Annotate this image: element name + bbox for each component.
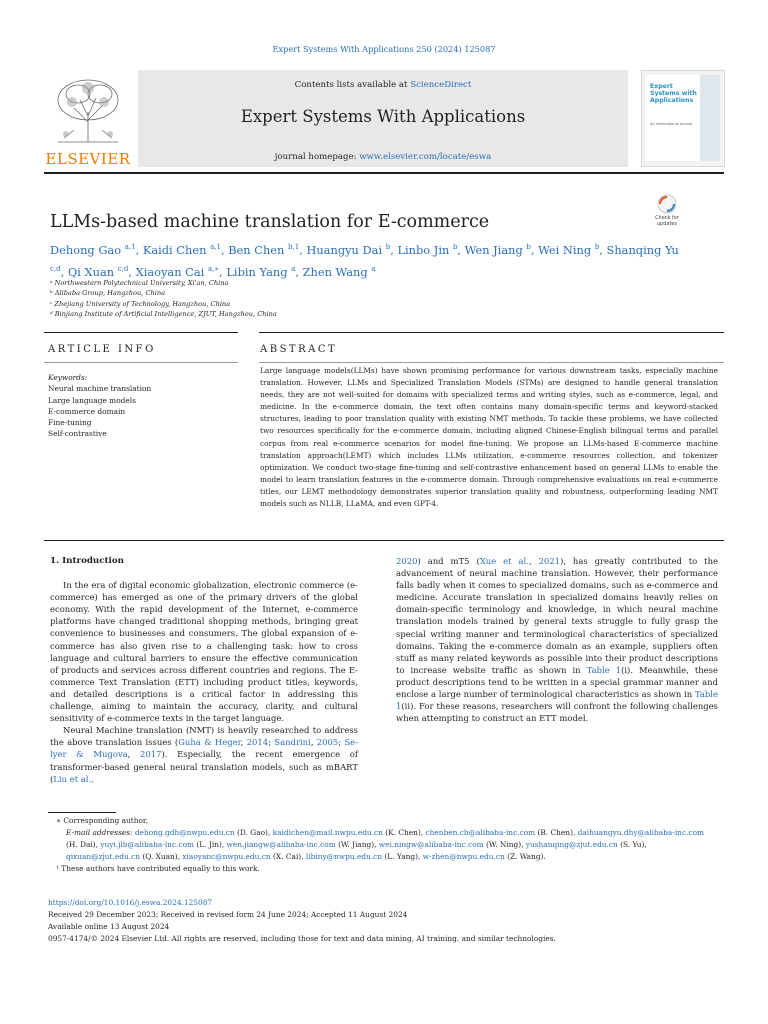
text-run: ,	[127, 749, 141, 760]
email-link[interactable]: daihuangyu.dhy@alibaba-inc.com	[577, 828, 705, 838]
contents-available-line	[138, 80, 628, 90]
check-for-updates-icon	[646, 193, 688, 229]
text-run: ). Especially, the recent emergence of transformer-based general neural translation models, such as mBART (	[50, 749, 358, 784]
text-run: ) and mT5 (	[417, 556, 480, 566]
abstract-text: Large language models(LLMs) have shown promising performance for various downstream tasks, especially machine translation. However, LLMs and Specialized Translation Models (STMs) are designed to handle general translation needs, they are not well-suited for domains with specialized terms and writing styles, such as e-commerce, legal, and medicine. In the e-commerce domain, the text often contains many domain-specific terms and keyword-stacked structures, leading to poor translation quality with existing NMT methods. To tackle these problems, we have collected two resources specifically for the e-commerce domain, including aligned Chinese-English bilingual terms and parallel corpus from real e-commerce scenarios for model fine-tuning. We propose an LLMs-based E-commerce machine translation approach(LEMT) which includes LLMs utilization, e-commerce resources collection, and tokenizer optimization. We conduct two-stage fine-tuning and self-contrastive enhancement based on general LLMs to enable the model to learn translation features in the e-commerce domain. Through comprehensive evaluations on real e-commerce titles, our LEMT methodology demonstrates superior translation quality and robustness, outperforming leading NMT models such as NLLB, LLaMA, and even GPT-4.	[260, 366, 718, 509]
footnote-rule	[48, 812, 116, 813]
doi-link[interactable]: https://doi.org/10.1016/j.eswa.2024.125087	[48, 898, 213, 907]
elsevier-wordmark: ELSEVIER	[45, 150, 131, 168]
email-addresses	[48, 827, 718, 863]
author-name[interactable]: Zhen Wang	[302, 264, 368, 279]
abstract-subrule	[259, 362, 724, 363]
body-right-column	[396, 555, 718, 724]
received-dates: Received 29 December 2023; Received in revised form 24 June 2024; Accepted 11 August 2024	[48, 910, 408, 920]
citation-link[interactable]: 2021	[538, 556, 560, 566]
text-run: (ii). For these reasons, researchers will confront the following challenges when attempting to construct an ETT model.	[396, 701, 718, 724]
email-link[interactable]: chenben.cb@alibaba-inc.com	[425, 828, 536, 838]
author-name[interactable]: Xiaoyan Cai	[135, 264, 205, 279]
author[interactable]	[465, 243, 531, 257]
author-affiliation-marker: b,1	[288, 243, 300, 251]
citation-link[interactable]: 2014	[246, 737, 269, 748]
copyright-line: 0957-4174/© 2024 Elsevier Ltd. All rights are reserved, including those for text and data mining, AI training, and similar technologies.	[48, 934, 556, 944]
author-name[interactable]: Qi Xuan	[67, 264, 115, 279]
author-separator: ,	[599, 242, 607, 257]
author[interactable]	[143, 243, 221, 257]
journal-reference[interactable]: Expert Systems With Applications 250 (2024) 125087	[272, 44, 496, 54]
email-link[interactable]: qixuan@zjut.edu.cn	[66, 852, 140, 862]
author[interactable]	[306, 243, 390, 257]
corresponding-author-note: ∗ Corresponding author.	[56, 816, 148, 825]
header-divider	[44, 172, 724, 174]
author-separator: ,	[295, 264, 303, 279]
author-affiliation-marker: a,∗	[207, 264, 220, 273]
keyword: Large language models	[48, 395, 136, 405]
email-link[interactable]: xiaoyanc@nwpu.edu.cn	[182, 852, 271, 862]
journal-title: Expert Systems With Applications	[240, 107, 526, 126]
citation-link[interactable]: Se-lyer & Mugova	[50, 737, 359, 760]
author-name[interactable]: Huangyu Dai	[306, 242, 383, 257]
abstract-rule	[259, 332, 724, 333]
email-owner: (D. Gao),	[234, 828, 273, 838]
email-owner: (K. Chen),	[382, 828, 426, 838]
author-separator: ,	[60, 264, 68, 279]
keyword: E-commerce domain	[48, 406, 126, 416]
email-link[interactable]: kaidichen@mail.nwpu.edu.cn	[272, 828, 383, 838]
author-affiliation-marker: b	[385, 243, 391, 251]
citation-link[interactable]: Xue et al.	[479, 556, 529, 566]
email-owner: (Q. Xuan),	[139, 852, 183, 862]
text-run: (i). Meanwhile, these product descriptions tend to be written in a special grammar manner and enclose a large number of terminological characteristics as shown in	[396, 664, 718, 700]
author-name[interactable]: Kaidi Chen	[142, 242, 207, 257]
affiliation: ᵇ Alibaba Group, Hangzhou, China	[50, 289, 166, 298]
article-meta	[48, 897, 738, 945]
email-owner: (W. Ning),	[483, 840, 526, 850]
text-run: ;	[268, 737, 275, 748]
text-run: Neural Machine translation (NMT) is heavily researched to address the above translation issues (	[50, 725, 358, 748]
citation-link[interactable]: 2005	[316, 737, 339, 748]
table-link[interactable]: Table 1	[586, 664, 622, 675]
author-affiliation-marker: b	[526, 243, 531, 251]
email-owner: (W. Jiang),	[335, 840, 379, 850]
body-left-column	[50, 555, 358, 785]
email-link[interactable]: wei.ningw@alibaba-inc.com	[378, 840, 484, 850]
cover-page	[646, 75, 702, 161]
author-name[interactable]: Shanqing Yu	[606, 242, 679, 257]
svg-text:updates: updates	[656, 221, 678, 227]
author-separator: ,	[457, 242, 465, 257]
email-link[interactable]: wen.jiangw@alibaba-inc.com	[226, 840, 336, 850]
footnotes	[48, 815, 718, 875]
email-link[interactable]: w-zhen@nwpu.edu.cn	[422, 852, 505, 862]
author[interactable]	[397, 243, 457, 257]
email-owner: (L. Yang),	[382, 852, 423, 862]
text-run: ,	[310, 737, 317, 748]
equal-contribution-note: ¹ These authors have contributed equally to this work.	[56, 864, 260, 874]
homepage-link[interactable]: www.elsevier.com/locate/eswa	[359, 152, 492, 162]
citation-link[interactable]: 2020	[396, 556, 418, 566]
author-list	[50, 238, 690, 282]
author-affiliation-marker: b	[452, 243, 458, 251]
author-separator: ,	[530, 242, 539, 257]
email-link[interactable]: yuyi.jlb@alibaba-inc.com	[100, 840, 195, 850]
author-affiliation-marker: c,d	[50, 264, 61, 273]
author[interactable]	[538, 243, 599, 257]
section-title: 1. Introduction	[50, 556, 124, 566]
homepage-prefix: journal homepage:	[274, 152, 360, 162]
author[interactable]	[226, 265, 295, 279]
author[interactable]	[303, 265, 376, 279]
citation-link[interactable]: Guha & Heger	[178, 737, 241, 748]
text-run: ,	[528, 556, 539, 566]
svg-text:Check for: Check for	[655, 215, 679, 221]
email-link[interactable]: dehong.gdh@nwpu.edu.cn	[134, 828, 235, 838]
article-info-rule	[44, 332, 238, 333]
citation-link[interactable]: 2017	[140, 749, 162, 760]
body-paragraph: In the era of digital economic globalization, electronic commerce (e-commerce) has emerged as one of the primary drivers of the global economy. With the rapid development of the Internet, e-commerce platforms have changed traditional shopping methods, bringing great convenience to businesses and consumers. The global expansion of e-commerce has also given rise to a challenging task: how to cross language and cultural barriers to ensure the effective communication of products and services across different countries and regions. The E-commerce Text Translation (ETT) including product titles, keywords, and detailed descriptions is a critical factor in addressing this challenge, aiming to maintain the accuracy, clarity, and cultural sensitivity of e-commerce texts in the target language.	[50, 580, 358, 724]
keyword: Neural machine translation	[48, 384, 152, 394]
sciencedirect-link[interactable]: ScienceDirect	[410, 80, 472, 90]
author-name[interactable]: Libin Yang	[226, 264, 288, 279]
affiliation: ᶜ Zhejiang University of Technology, Hangzhou, China	[50, 299, 231, 308]
body-paragraph	[50, 724, 358, 784]
author-separator: ,	[220, 242, 229, 257]
cover-image-strip	[700, 75, 720, 161]
email-link[interactable]: libiny@nwpu.edu.cn	[305, 852, 383, 862]
text-run: ;	[338, 737, 345, 748]
email-owner: (S. Yu),	[617, 840, 647, 850]
email-link[interactable]: yushanqing@zjut.edu.cn	[525, 840, 618, 850]
author-separator: ,	[299, 242, 307, 257]
author-affiliation-marker: c,d	[117, 264, 129, 273]
article-info-heading: ARTICLE INFO	[48, 344, 156, 355]
journal-homepage-line	[138, 152, 628, 162]
affiliation: ᵃ Northwestern Polytechnical University, Xi'an, China	[50, 279, 229, 287]
keywords-block	[48, 372, 151, 440]
author-separator: ,	[390, 242, 398, 257]
email-tail: (Z. Wang).	[507, 852, 546, 862]
author-affiliation-marker: b	[594, 243, 600, 251]
author-separator: ,	[128, 264, 136, 279]
keyword: Fine-tuning	[48, 418, 92, 428]
author[interactable]	[50, 243, 136, 257]
email-owner: (B. Chen),	[535, 828, 578, 838]
author-affiliation-marker: a,1	[124, 243, 136, 251]
author-affiliation-marker: a	[371, 264, 376, 273]
author-name[interactable]: Ben Chen	[228, 242, 285, 257]
affiliation: ᵈ Binjiang Institute of Artificial Intelligence, ZJUT, Hangzhou, China	[50, 310, 277, 319]
author-separator: ,	[135, 242, 143, 257]
abstract-bottom-rule	[44, 540, 724, 541]
email-owner: (L. Jin),	[194, 840, 227, 850]
author[interactable]	[68, 265, 128, 279]
keyword: Self-contrastive	[48, 429, 107, 439]
author[interactable]	[228, 243, 299, 257]
author-name[interactable]: Wei Ning	[538, 242, 592, 257]
text-run: ), has greatly contributed to the advancement of neural machine translation. However, their performance falls badly when it comes to specialized domains, such as e-commerce and medicine. Accurate translation in specialized domains heavily relies on domain-specific terminology and knowledge, in which neural machine translation models trained by general texts struggle to fully grasp the special writing manner and terminological characteristics of specialized domains. Taking the e-commerce domain as an example, suppliers often stuff as many related keywords as possible into their product descriptions to increase website traffic as shown in	[396, 556, 719, 675]
author-separator: ,	[219, 264, 227, 279]
cover-title: Expert Systems with Applications	[650, 83, 697, 105]
check-for-updates-badge[interactable]	[646, 193, 688, 229]
author-name[interactable]: Dehong Gao	[50, 242, 122, 257]
table-link[interactable]: Table 1	[396, 689, 718, 712]
citation-link[interactable]: Sandrini	[274, 737, 311, 748]
author[interactable]	[136, 265, 220, 279]
cover-subtitle: An International Journal	[650, 122, 693, 126]
author-name[interactable]: Linbo Jin	[397, 242, 450, 257]
author-name[interactable]: Wen Jiang	[464, 242, 523, 257]
body-paragraph	[396, 555, 718, 724]
text-run: ,	[240, 737, 247, 748]
abstract-heading: ABSTRACT	[260, 344, 338, 355]
contents-prefix: Contents lists available at	[294, 80, 411, 90]
affiliations	[50, 278, 277, 320]
article-info-subrule	[44, 362, 238, 363]
author-affiliation-marker: a	[291, 264, 296, 273]
email-owner: (H. Dai),	[66, 840, 101, 850]
journal-cover[interactable]	[641, 70, 725, 167]
author-affiliation-marker: a,1	[210, 243, 221, 251]
citation-link[interactable]: Liu et al.,	[53, 773, 94, 784]
article-title: LLMs-based machine translation for E-commerce	[50, 212, 490, 232]
email-owner: (X. Cai),	[270, 852, 306, 862]
keywords-label: Keywords:	[48, 373, 88, 382]
email-label: E-mail addresses:	[66, 828, 135, 838]
available-online: Available online 13 August 2024	[48, 922, 170, 932]
